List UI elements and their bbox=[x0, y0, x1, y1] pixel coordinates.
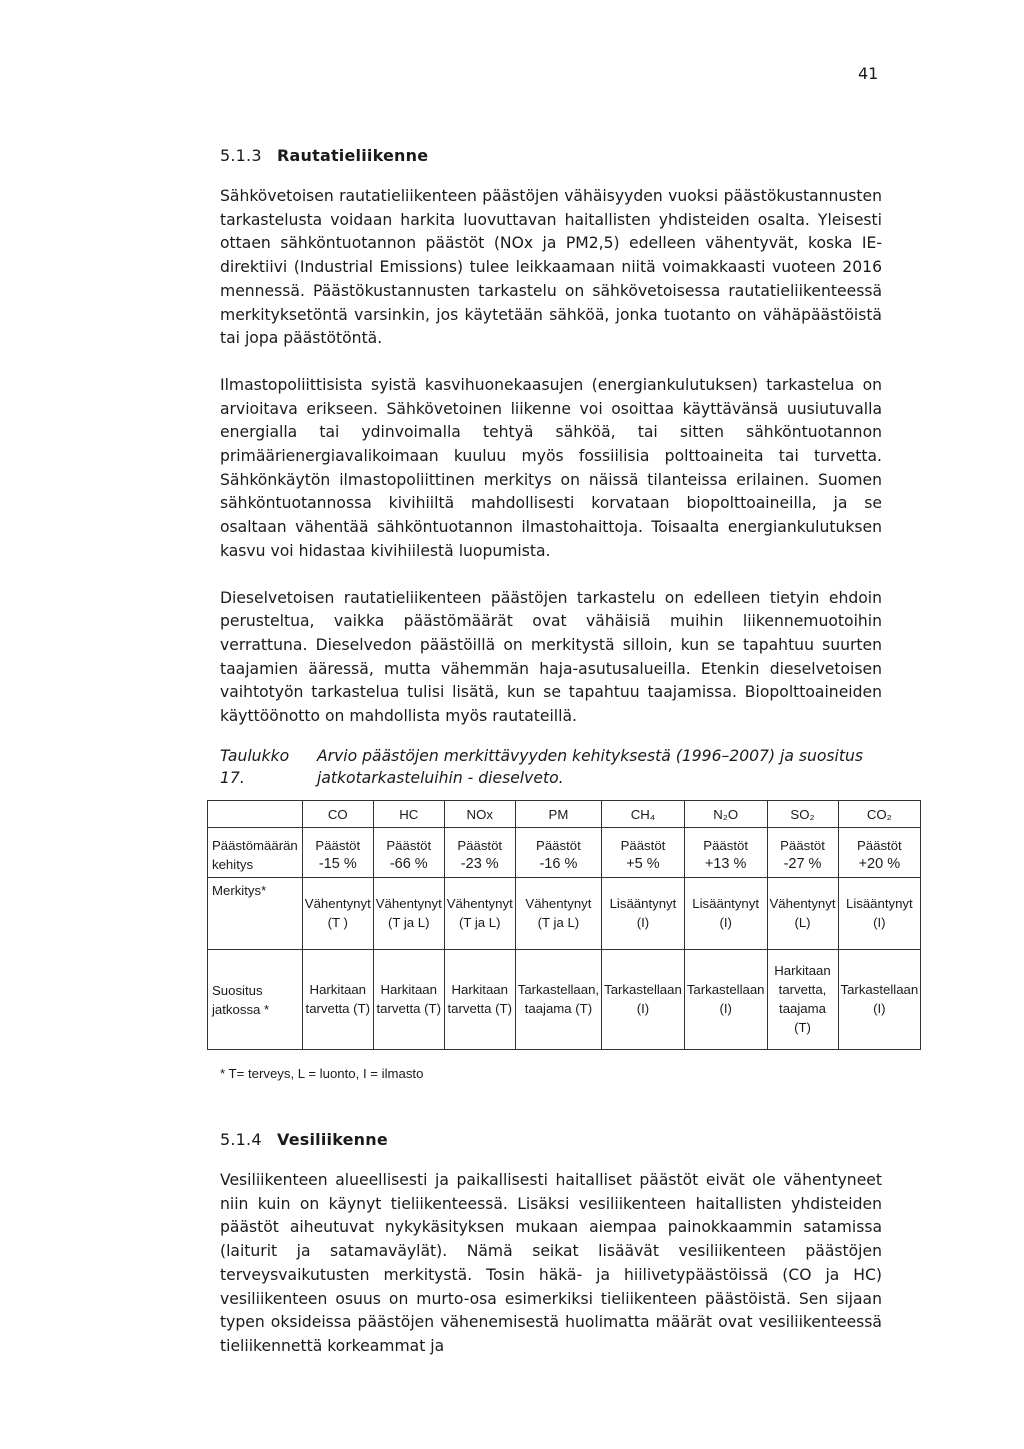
cell-label: Päästöt bbox=[315, 838, 361, 853]
table-cell: Tarkastellaan (I) bbox=[684, 950, 767, 1050]
table-cell bbox=[767, 828, 838, 878]
column-header: CO₂ bbox=[838, 801, 921, 828]
table-caption-text: Arvio päästöjen merkittävyyden kehityksestä (1996–2007) ja suositus jatkotarkasteluihin - dieselveto. bbox=[317, 746, 863, 787]
paragraph: Sähkövetoisen rautatieliikenteen päästöjen vähäisyyden vuoksi päästökustannusten tarkastelusta voidaan harkita luovuttavan haitallisten yhdisteiden osalta. Yleisesti ottaen sähköntuotannon päästöt (NOx ja PM2,5) edelleen vähentyvät, koska IE-direktiivi (Industrial Emissions) tulee leikkaamaan niitä voimakkaasti vuoteen 2016 mennessä. Päästökustannusten tarkastelu on sähkövetoisessa rautatieliikenteessä merkityksetöntä varsinkin, jos käytetään sähköä, jonka tuotanto on vähäpäästöistä tai jopa päästötöntä. bbox=[220, 187, 882, 348]
cell-label: Päästöt bbox=[457, 838, 503, 853]
emissions-table bbox=[207, 800, 921, 1050]
table-cell: Tarkastellaan, taajama (T) bbox=[515, 950, 601, 1050]
table-cell: Tarkastellaan (I) bbox=[838, 950, 921, 1050]
table-cell bbox=[684, 828, 767, 878]
table-footnote: * T= terveys, L = luonto, I = ilmasto bbox=[220, 1066, 424, 1081]
section-water bbox=[220, 1130, 882, 1382]
section-number: 5.1.4 bbox=[220, 1130, 262, 1149]
cell-value: -15 % bbox=[318, 856, 357, 872]
table-cell: Vähentynyt (L) bbox=[767, 878, 838, 950]
table-cell bbox=[444, 828, 515, 878]
section-heading bbox=[220, 146, 882, 165]
row-label: Merkitys* bbox=[208, 878, 303, 950]
table-cell: Vähentynyt (T ja L) bbox=[373, 878, 444, 950]
cell-label: Päästöt bbox=[620, 838, 666, 853]
table-cell: Lisääntynyt (I) bbox=[602, 878, 685, 950]
paragraph: Dieselvetoisen rautatieliikenteen päästöjen tarkastelu on edelleen tietyin ehdoin perusteltua, vaikka päästömäärät ovat vähäisiä muihin liikennemuotoihin verrattuna. Dieselvedon päästöillä on merkitystä silloin, kun se tapahtuu suurten taajamien ääressä, mutta vähemmän haja-asutusalueilla. Etenkin dieselvetoisen vaihtotyön tarkastelua tulisi lisätä, kun se tapahtuu taajamissa. Biopolttoaineiden käyttöönotto on mahdollista myös rautateillä. bbox=[220, 588, 882, 726]
cell-label: Päästöt bbox=[536, 838, 581, 853]
table-corner-cell bbox=[208, 801, 303, 828]
column-header: PM bbox=[515, 801, 601, 828]
table-cell: Harkitaan tarvetta (T) bbox=[373, 950, 444, 1050]
table-cell bbox=[302, 828, 373, 878]
table-cell bbox=[838, 828, 921, 878]
column-header: CO bbox=[302, 801, 373, 828]
table-cell bbox=[373, 828, 444, 878]
table-cell: Lisääntynyt (I) bbox=[684, 878, 767, 950]
cell-label: Päästöt bbox=[703, 838, 749, 853]
row-label: Suositus jatkossa * bbox=[208, 950, 303, 1050]
table-row-recommendation bbox=[208, 950, 921, 1050]
page-number: 41 bbox=[858, 64, 879, 83]
paragraph: Ilmastopoliittisista syistä kasvihuonekaasujen (energiankulutuksen) tarkastelua on arvioitava erikseen. Sähkövetoinen liikenne voi osoittaa käyttävänsä uusiutuvalla energialla tai ydinvoimalla tehtyä sähköä, tai sitten sähköntuotannon primäärienergiavalikoimaan kuuluu myös fossiilisia polttoaineita tai turvetta. Sähkönkäytön ilmastopoliittinen merkitys on näissä tilanteissa erilainen. Suomen sähköntuotannossa kivihiiltä mahdollisesti korvataan biopolttoaineilla, ja se osaltaan vähentää sähköntuotannon ilmastohaittoja. Toisaalta energiankulutuksen kasvu voi hidastaa kivihiilestä luopumista. bbox=[220, 375, 882, 560]
cell-value: -16 % bbox=[539, 856, 578, 872]
table-cell: Harkitaan tarvetta (T) bbox=[302, 950, 373, 1050]
section-rail bbox=[220, 146, 882, 811]
table-caption-label: Taulukko 17. bbox=[220, 746, 290, 787]
table-row-significance bbox=[208, 878, 921, 950]
cell-value: -23 % bbox=[460, 856, 499, 872]
table-cell: Tarkastellaan (I) bbox=[602, 950, 685, 1050]
cell-label: Päästöt bbox=[386, 838, 432, 853]
column-header: HC bbox=[373, 801, 444, 828]
table-caption bbox=[220, 745, 882, 789]
table-cell: Vähentynyt (T ) bbox=[302, 878, 373, 950]
table-cell: Vähentynyt (T ja L) bbox=[444, 878, 515, 950]
table-cell bbox=[602, 828, 685, 878]
cell-label: Päästöt bbox=[856, 838, 902, 853]
column-header: N₂O bbox=[684, 801, 767, 828]
table-header-row bbox=[208, 801, 921, 828]
column-header: NOx bbox=[444, 801, 515, 828]
cell-value: -66 % bbox=[389, 856, 428, 872]
cell-value: +5 % bbox=[626, 856, 660, 872]
table-cell: Vähentynyt (T ja L) bbox=[515, 878, 601, 950]
table-cell: Harkitaan tarvetta, taajama (T) bbox=[767, 950, 838, 1050]
paragraph: Vesiliikenteen alueellisesti ja paikallisesti haitalliset päästöt eivät ole vähentyneet niin kuin on käynyt tieliikenteessä. Lisäksi vesiliikenteen haitallisten yhdisteiden päästöt aiheutuvat nykykäsityksen mukaan aiempaa painokkaammin satamissa (laiturit ja satamaväylät). Nämä seikat lisäävät vesiliikenteen päästöjen terveysvaikutusten merkitystä. Tosin häkä- ja hiilivetypäästöissä (CO ja HC) vesiliikenteen osuus on murto-osa esimerkiksi tieliikenteen päästöistä. Sen sijaan typen oksideissa päästöjen vähenemisestä huolimatta määrät ovat vesiliikenteessä tieliikennettä korkeammat ja bbox=[220, 1171, 882, 1355]
cell-label: Päästöt bbox=[780, 838, 825, 853]
section-title: Vesiliikenne bbox=[277, 1130, 388, 1149]
section-title: Rautatieliikenne bbox=[277, 146, 429, 165]
section-number: 5.1.3 bbox=[220, 146, 262, 165]
column-header: SO₂ bbox=[767, 801, 838, 828]
row-label: Päästömäärän kehitys bbox=[208, 828, 303, 878]
cell-value: +13 % bbox=[704, 856, 747, 872]
table-row-change bbox=[208, 828, 921, 878]
table-cell: Harkitaan tarvetta (T) bbox=[444, 950, 515, 1050]
column-header: CH₄ bbox=[602, 801, 685, 828]
section-heading bbox=[220, 1130, 882, 1149]
cell-value: +20 % bbox=[858, 856, 901, 872]
table-cell: Lisääntynyt (I) bbox=[838, 878, 921, 950]
cell-value: -27 % bbox=[783, 856, 822, 872]
table-cell bbox=[515, 828, 601, 878]
